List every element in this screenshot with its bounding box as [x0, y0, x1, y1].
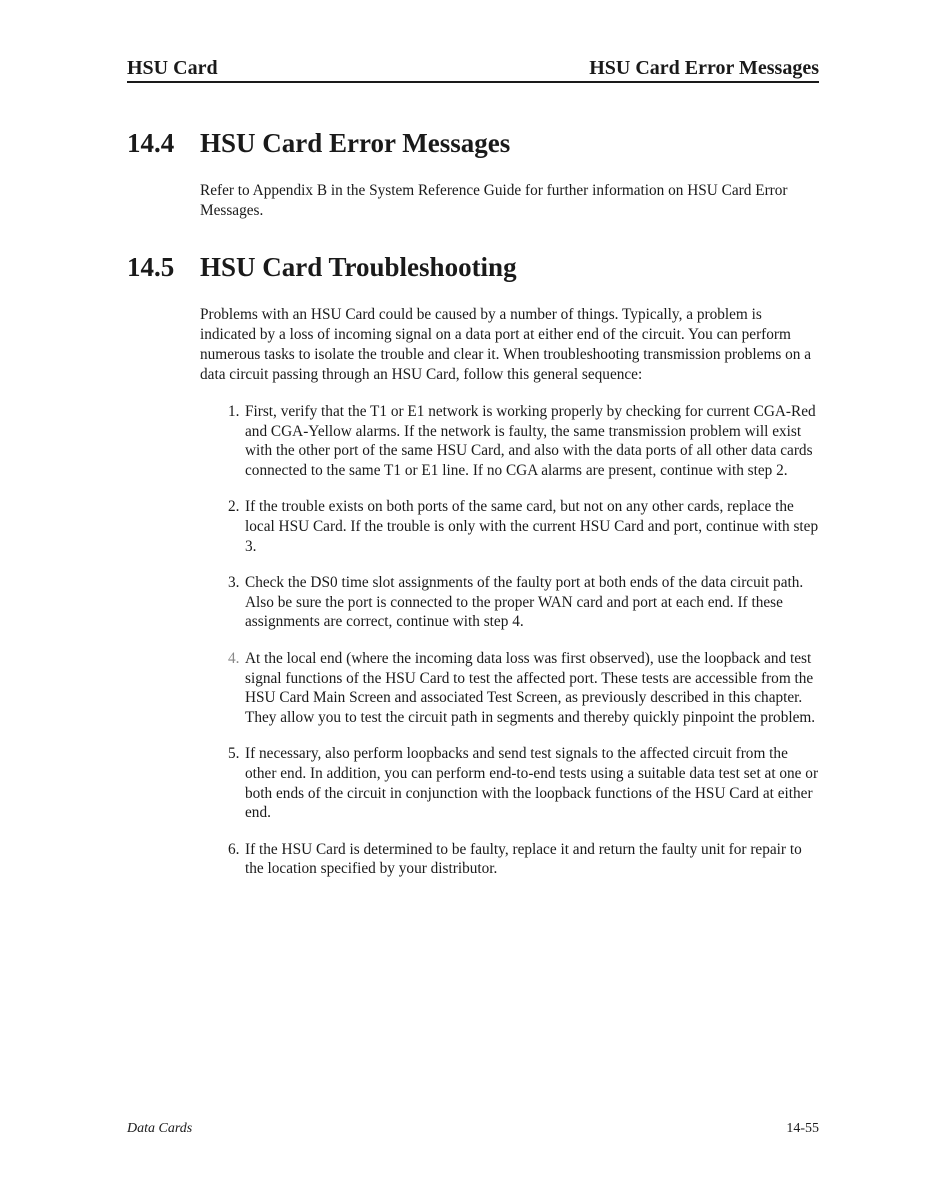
- section-title: HSU Card Error Messages: [200, 128, 511, 158]
- running-header: [127, 57, 819, 83]
- footer-book-title: Data Cards: [127, 1121, 193, 1136]
- section-14-5-paragraph: Problems with an HSU Card could be caused by a number of things. Typically, a problem is indicated by a loss of incoming signal on a data port at either end of the circuit. You can perform numerous tasks to isolate the trouble and clear it. When troubleshooting transmission problems on a data circuit passing through an HSU Card, follow this general sequence:: [200, 306, 812, 383]
- list-item: [228, 744, 820, 822]
- list-item: [228, 402, 820, 480]
- section-title: HSU Card Troubleshooting: [200, 252, 517, 282]
- step-text: If the trouble exists on both ports of the same card, but not on any other cards, replace the local HSU Card. If the trouble is only with the current HSU Card and port, continue with step 3.: [245, 498, 819, 555]
- header-chapter-title: HSU Card: [127, 57, 218, 79]
- step-text: First, verify that the T1 or E1 network is working properly by checking for current CGA-Red and CGA-Yellow alarms. If the network is faulty, the same transmission problem will exist with the other port of the same HSU Card, and also with the data ports of all other data cards connected to the same T1 or E1 line. If no CGA alarms are present, continue with step 2.: [245, 403, 816, 479]
- list-item: [228, 649, 820, 727]
- step-number: 5.: [228, 745, 240, 763]
- step-text: At the local end (where the incoming data loss was first observed), use the loopback and test signal functions of the HSU Card to test the affected port. These tests are accessible from the HSU Card Main Screen and associated Test Screen, as previously described in this chapter. They allow you to test the circuit path in segments and thereby quickly pinpoint the problem.: [245, 649, 816, 726]
- step-text: If necessary, also perform loopbacks and send test signals to the affected circuit from the other end. In addition, you can perform end-to-end tests using a suitable data test set at one or both ends of the circuit in conjunction with the loopback functions of the HSU Card at either end.: [245, 745, 819, 822]
- section-number: 14.4: [127, 128, 175, 158]
- list-item: [228, 573, 820, 632]
- troubleshooting-steps: [228, 402, 820, 896]
- step-number: 4.: [228, 649, 240, 667]
- step-number: 6.: [228, 840, 240, 858]
- section-heading-14-5: [127, 252, 517, 283]
- section-heading-14-4: [127, 128, 510, 159]
- step-number: 2.: [228, 498, 240, 516]
- step-text: Check the DS0 time slot assignments of the faulty port at both ends of the data circuit path. Also be sure the port is connected to the proper WAN card and port at each end. If these assignments are correct, continue with step 4.: [245, 574, 804, 631]
- section-14-4-paragraph: Refer to Appendix B in the System Reference Guide for further information on HSU Card Error Messages.: [200, 182, 788, 219]
- step-text: If the HSU Card is determined to be faulty, replace it and return the faulty unit for repair to the location specified by your distributor.: [245, 840, 802, 878]
- list-item: [228, 840, 820, 879]
- header-section-title: HSU Card Error Messages: [589, 57, 819, 79]
- step-number: 1.: [228, 403, 240, 420]
- list-item: [228, 497, 820, 556]
- page-number: 14-55: [786, 1121, 819, 1136]
- section-number: 14.5: [127, 252, 175, 282]
- step-number: 3.: [228, 574, 240, 592]
